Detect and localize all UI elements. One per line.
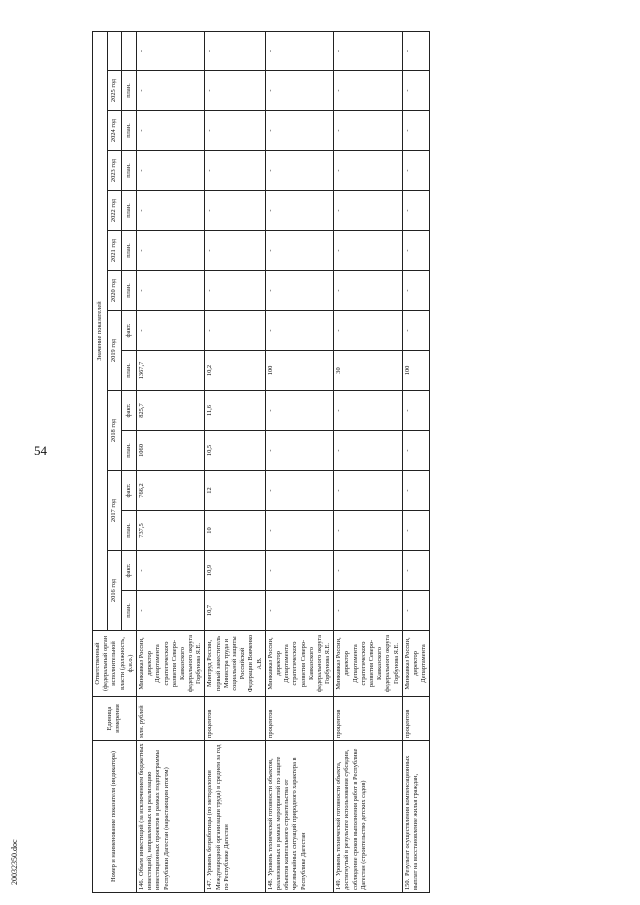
value-cell: - <box>334 71 403 111</box>
header-responsible: Ответственный (федеральный орган исполнительной власти (должность, ф.и.о.) <box>93 631 137 697</box>
indicator-text: Уровень безработицы (по методологии Международной организации труда) в среднем за год по Республике Дагестан <box>206 744 230 890</box>
value-cell: 10,5 <box>205 431 265 471</box>
value-cell: - <box>265 231 334 271</box>
value-cell: - <box>265 431 334 471</box>
indicator-name <box>136 741 205 893</box>
unit-cell: процентов <box>402 697 430 741</box>
value-cell: - <box>334 391 403 431</box>
value-cell: - <box>334 231 403 271</box>
indicators-table <box>92 31 430 893</box>
responsible-cell: Минтруд России, первый заместитель Министра труда и социальной защиты Российской Федерации Вовченко А.В. <box>205 631 265 697</box>
responsible-cell: Минкавказ России, директор Департамента стратегического развития Северо-Кавказского федерального округа Горбунова Я.Е. <box>136 631 205 697</box>
value-cell: - <box>334 111 403 151</box>
value-cell: - <box>205 231 265 271</box>
value-cell: - <box>265 391 334 431</box>
value-cell: - <box>136 231 205 271</box>
unit-cell: процентов <box>265 697 334 741</box>
header-year: 2016 год <box>107 551 122 631</box>
value-cell: - <box>265 71 334 111</box>
table-row <box>334 32 403 893</box>
page-number: 54 <box>34 443 47 458</box>
value-cell: - <box>205 191 265 231</box>
table-row <box>402 32 430 893</box>
indicator-text: Уровень технической готовности объекта, достигнутый в результате использования субсидии, соблюдение сроков выполнения работ в Республике Дагестан (строительство детских садов) <box>335 748 367 890</box>
value-cell: - <box>334 151 403 191</box>
value-cell: - <box>334 191 403 231</box>
value-cell: - <box>334 471 403 511</box>
header-plan: план. <box>122 511 137 551</box>
value-cell: - <box>402 391 430 431</box>
value-cell: - <box>136 311 205 351</box>
value-cell: - <box>402 231 430 271</box>
value-cell: - <box>402 591 430 631</box>
table-header <box>93 32 137 893</box>
value-cell: - <box>265 311 334 351</box>
header-year: 2021 год <box>107 231 122 271</box>
value-cell: 12 <box>205 471 265 511</box>
header-fact: факт. <box>122 471 137 511</box>
value-cell: - <box>402 311 430 351</box>
indicator-text: Результат осуществления компенсационных выплат на восстановление жилья граждан, <box>403 755 419 890</box>
header-values: Значение показателей <box>93 32 108 631</box>
value-cell: 737,5 <box>136 511 205 551</box>
header-year: 2020 год <box>107 271 122 311</box>
value-cell: - <box>136 271 205 311</box>
row-number: 148. <box>266 878 274 890</box>
value-cell: - <box>402 32 430 71</box>
row-number: 146. <box>137 878 145 890</box>
value-cell: 1367,7 <box>136 351 205 391</box>
header-unit: Единица измерения <box>93 697 137 741</box>
value-cell: 11,6 <box>205 391 265 431</box>
value-cell: - <box>334 551 403 591</box>
header-year: 2023 год <box>107 151 122 191</box>
table-row <box>205 32 265 893</box>
value-cell: - <box>402 151 430 191</box>
header-year: 2019 год <box>107 311 122 391</box>
header-plan: план. <box>122 351 137 391</box>
header-plan: план. <box>122 151 137 191</box>
table-row <box>136 32 205 893</box>
value-cell: - <box>402 511 430 551</box>
value-cell: - <box>334 271 403 311</box>
header-year: 2017 год <box>107 471 122 551</box>
header-plan: план. <box>122 111 137 151</box>
header-year: 2024 год <box>107 111 122 151</box>
value-cell: 10 <box>205 511 265 551</box>
value-cell: - <box>136 32 205 71</box>
value-cell: - <box>265 271 334 311</box>
value-cell: - <box>205 71 265 111</box>
value-cell: - <box>402 111 430 151</box>
value-cell: - <box>265 32 334 71</box>
value-cell: 100 <box>402 351 430 391</box>
header-year-blank <box>107 32 122 71</box>
value-cell: - <box>265 151 334 191</box>
header-year: 2022 год <box>107 191 122 231</box>
value-cell: - <box>205 111 265 151</box>
value-cell: 30 <box>334 351 403 391</box>
header-plan: план. <box>122 191 137 231</box>
table-body <box>136 32 429 893</box>
value-cell: - <box>136 151 205 191</box>
value-cell: - <box>402 191 430 231</box>
document-filename: 20032350.doc <box>10 839 19 885</box>
value-cell: - <box>205 271 265 311</box>
value-cell: - <box>402 271 430 311</box>
value-cell: - <box>334 431 403 471</box>
responsible-cell: Минкавказ России, директор Департамента стратегического развития Северо-Кавказского федерального округа Горбунова Я.Е. <box>265 631 334 697</box>
rotated-table-container <box>92 31 612 893</box>
value-cell: - <box>402 551 430 591</box>
unit-cell: процентов <box>205 697 265 741</box>
value-cell: - <box>334 511 403 551</box>
value-cell: - <box>265 511 334 551</box>
responsible-cell: Минкавказ России, директор Департамента стратегического развития Северо-Кавказского федерального округа Горбунова Я.Е. <box>334 631 403 697</box>
value-cell: - <box>136 551 205 591</box>
indicator-name <box>265 741 334 893</box>
value-cell: - <box>334 591 403 631</box>
value-cell: - <box>402 471 430 511</box>
value-cell: - <box>402 431 430 471</box>
value-cell: - <box>136 71 205 111</box>
value-cell: - <box>136 191 205 231</box>
header-plan: план. <box>122 231 137 271</box>
header-plan: план. <box>122 71 137 111</box>
header-year: 2025 год <box>107 71 122 111</box>
value-cell: 10,2 <box>205 351 265 391</box>
value-cell: - <box>136 591 205 631</box>
value-cell: - <box>265 471 334 511</box>
table-row <box>265 32 334 893</box>
value-cell: - <box>402 71 430 111</box>
value-cell: - <box>205 32 265 71</box>
value-cell: - <box>205 151 265 191</box>
header-plan: план. <box>122 591 137 631</box>
header-fact: факт. <box>122 391 137 431</box>
value-cell: 766,2 <box>136 471 205 511</box>
value-cell: 100 <box>265 351 334 391</box>
unit-cell: млн. рублей <box>136 697 205 741</box>
header-plan-blank <box>122 32 137 71</box>
header-fact: факт. <box>122 551 137 591</box>
value-cell: - <box>265 191 334 231</box>
value-cell: - <box>265 111 334 151</box>
row-number: 149. <box>335 878 343 890</box>
indicator-name <box>402 741 430 893</box>
value-cell: 1060 <box>136 431 205 471</box>
responsible-cell: Минкавказ России, директор Департамента <box>402 631 430 697</box>
header-name: Номер и наименование показателя (индикатора) <box>93 741 137 893</box>
header-year: 2018 год <box>107 391 122 471</box>
unit-cell: процентов <box>334 697 403 741</box>
indicator-text: Объем инвестиций (за исключением бюджетных инвестиций), направленных на реализацию инвестиционных проектов в рамках подпрограммы Республики Дагестан (нарастающим итогом) <box>137 743 170 890</box>
value-cell: - <box>265 551 334 591</box>
value-cell: 10,9 <box>205 551 265 591</box>
indicator-name <box>334 741 403 893</box>
value-cell: - <box>265 591 334 631</box>
header-plan: план. <box>122 431 137 471</box>
value-cell: - <box>136 111 205 151</box>
header-fact: факт. <box>122 311 137 351</box>
value-cell: - <box>334 311 403 351</box>
value-cell: 10,7 <box>205 591 265 631</box>
value-cell: 825,7 <box>136 391 205 431</box>
header-plan: план. <box>122 271 137 311</box>
indicator-text: Уровень технической готовности объектов, реализованных в рамках мероприятий по защите объектов капитального строительства от чрезвычайных ситуаций природного характера в Республике Дагестан <box>266 756 307 890</box>
value-cell: - <box>334 32 403 71</box>
value-cell: - <box>205 311 265 351</box>
indicator-name <box>205 741 265 893</box>
row-number: 150. <box>403 878 411 890</box>
row-number: 147. <box>206 878 214 890</box>
